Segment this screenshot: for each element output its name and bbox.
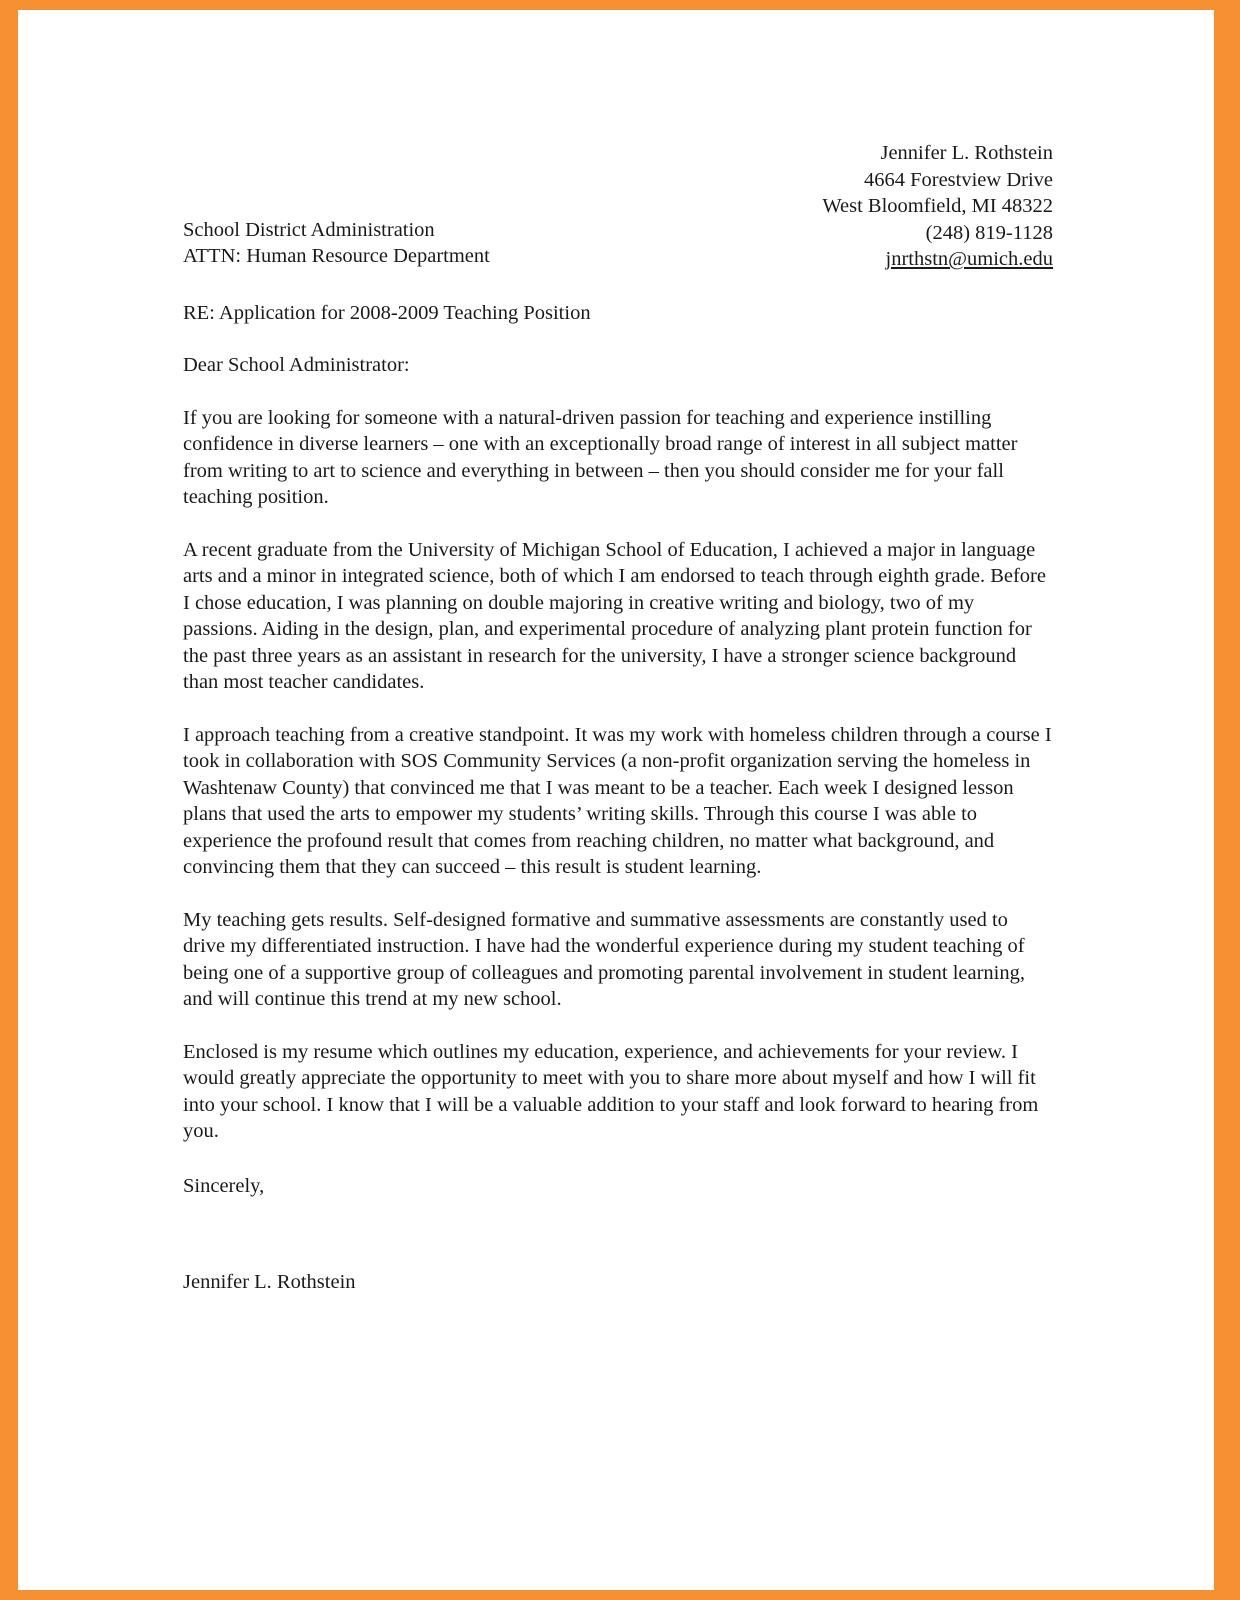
body-paragraph: My teaching gets results. Self-designed formative and summative assessments are constantly used to drive my differentiated instruction. I have had the wonderful experience during my student teaching of being one of a supportive group of colleagues and promoting parental involvement in student learning, and will continue this trend at my new school. — [183, 908, 1025, 1010]
sender-name: Jennifer L. Rothstein — [880, 142, 1053, 164]
sender-phone: (248) 819-1128 — [925, 221, 1053, 244]
body-paragraph: If you are looking for someone with a natural-driven passion for teaching and experience instilling confidence in diverse learners – one with an exceptionally broad range of interest in all subject matter from writing to art to science and everything in between – then you should consider me for your fall teaching position. — [183, 406, 1018, 508]
letter-body — [183, 140, 1053, 1296]
body-paragraph: I approach teaching from a creative standpoint. It was my work with homeless children through a course I took in collaboration with SOS Community Services (a non-profit organization serving the homeless in Washtenaw County) that convinced me that I was meant to be a teacher. Each week I designed lesson plans that used the arts to empower my students’ writing skills. Through this course I was able to experience the profound result that comes from reaching children, no matter what background, and convincing them that they can succeed – this result is student learning. — [183, 723, 1052, 878]
recipient-organization: School District Administration — [183, 218, 435, 241]
recipient-attention-line: ATTN: Human Resource Department — [183, 245, 490, 267]
body-paragraph: A recent graduate from the University of Michigan School of Education, I achieved a major in language arts and a minor in integrated science, both of which I am endorsed to teach through eighth grade. Before I chose education, I was planning on double majoring in creative writing and biology, two of my passions. Aiding in the design, plan, and experimental procedure of analyzing plant protein function for the past three years as an assistant in research for the university, I have a stronger science background than most teacher candidates. — [183, 538, 1046, 693]
sender-email-link[interactable]: jnrthstn@umich.edu — [885, 248, 1053, 270]
document-page — [18, 10, 1214, 1590]
signature-name: Jennifer L. Rothstein — [183, 1271, 356, 1293]
subject-line: RE: Application for 2008-2009 Teaching Position — [183, 301, 591, 324]
sender-city-state-zip: West Bloomfield, MI 48322 — [822, 195, 1053, 217]
sender-street: 4664 Forestview Drive — [863, 168, 1053, 191]
body-paragraph: Enclosed is my resume which outlines my education, experience, and achievements for your review. I would greatly appreciate the opportunity to meet with you to share more about myself and how I will fit into your school. I know that I will be a valuable addition to your staff and look forward to hearing from you. — [183, 1040, 1039, 1142]
closing: Sincerely, — [183, 1174, 265, 1197]
salutation: Dear School Administrator: — [183, 354, 410, 376]
